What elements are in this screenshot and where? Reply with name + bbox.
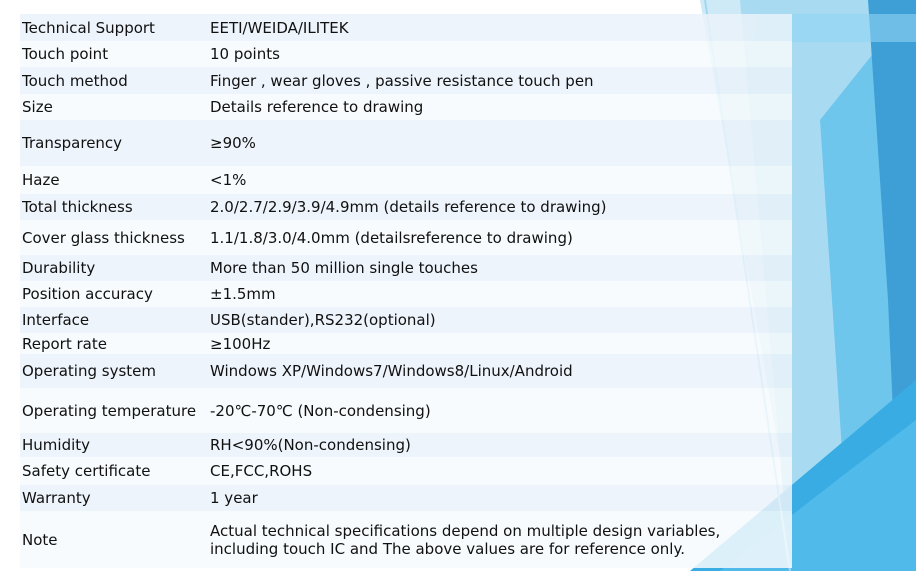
spec-value: EETI/WEIDA/ILITEK (210, 18, 349, 37)
spec-value: Finger , wear gloves , passive resistance touch pen (210, 71, 594, 90)
spec-row (20, 41, 792, 67)
spec-label: Humidity (22, 436, 91, 454)
spec-row (20, 67, 792, 94)
spec-label: Cover glass thickness (22, 228, 185, 247)
spec-row (20, 457, 792, 485)
spec-row (20, 388, 792, 433)
spec-row (20, 281, 792, 307)
spec-value: USB(stander),RS232(optional) (210, 311, 436, 329)
spec-row (20, 255, 792, 281)
spec-label: Total thickness (22, 198, 133, 216)
spec-row (20, 433, 792, 457)
spec-value: ≥90% (210, 134, 256, 152)
spec-value: ±1.5mm (210, 285, 276, 303)
spec-value: Windows XP/Windows7/Windows8/Linux/Android (210, 362, 573, 380)
spec-row (20, 94, 792, 120)
spec-label: Operating system (22, 362, 156, 380)
spec-value: 1 year (210, 489, 258, 507)
spec-table (20, 14, 792, 568)
spec-label: Technical Support (22, 18, 155, 37)
spec-label: Warranty (22, 489, 91, 507)
spec-label: Position accuracy (22, 285, 153, 303)
spec-label: Safety certificate (22, 462, 151, 480)
spec-row (20, 511, 792, 568)
spec-row (20, 194, 792, 220)
spec-value: Actual technical specifications depend on multiple design variables, including touch IC and The above values are for reference only. (210, 521, 721, 558)
spec-row (20, 485, 792, 511)
spec-label: Touch point (22, 45, 109, 63)
spec-row (20, 220, 792, 255)
spec-value: RH<90%(Non-condensing) (210, 436, 411, 454)
spec-row (20, 166, 792, 194)
spec-row (20, 354, 792, 388)
spec-value: 2.0/2.7/2.9/3.9/4.9mm (details reference to drawing) (210, 198, 607, 216)
spec-label: Report rate (22, 334, 107, 353)
spec-label: Durability (22, 259, 96, 277)
spec-value: Details reference to drawing (210, 98, 424, 116)
spec-value: 10 points (210, 45, 280, 63)
spec-label: Interface (22, 311, 90, 329)
spec-value: More than 50 million single touches (210, 259, 478, 277)
spec-label: Size (22, 98, 53, 116)
spec-value: ≥100Hz (210, 334, 271, 353)
spec-value: <1% (210, 171, 247, 189)
spec-label: Haze (22, 171, 60, 189)
spec-row (20, 307, 792, 333)
spec-label: Note (22, 530, 58, 549)
spec-row (20, 14, 792, 41)
spec-value: CE,FCC,ROHS (210, 462, 313, 480)
spec-value: 1.1/1.8/3.0/4.0mm (detailsreference to drawing) (210, 228, 573, 247)
spec-label: Touch method (22, 71, 128, 90)
spec-label: Transparency (22, 134, 123, 152)
spec-row (20, 333, 792, 354)
spec-label: Operating temperature (22, 401, 197, 420)
spec-row (20, 120, 792, 166)
spec-value: -20℃-70℃ (Non-condensing) (210, 401, 431, 420)
